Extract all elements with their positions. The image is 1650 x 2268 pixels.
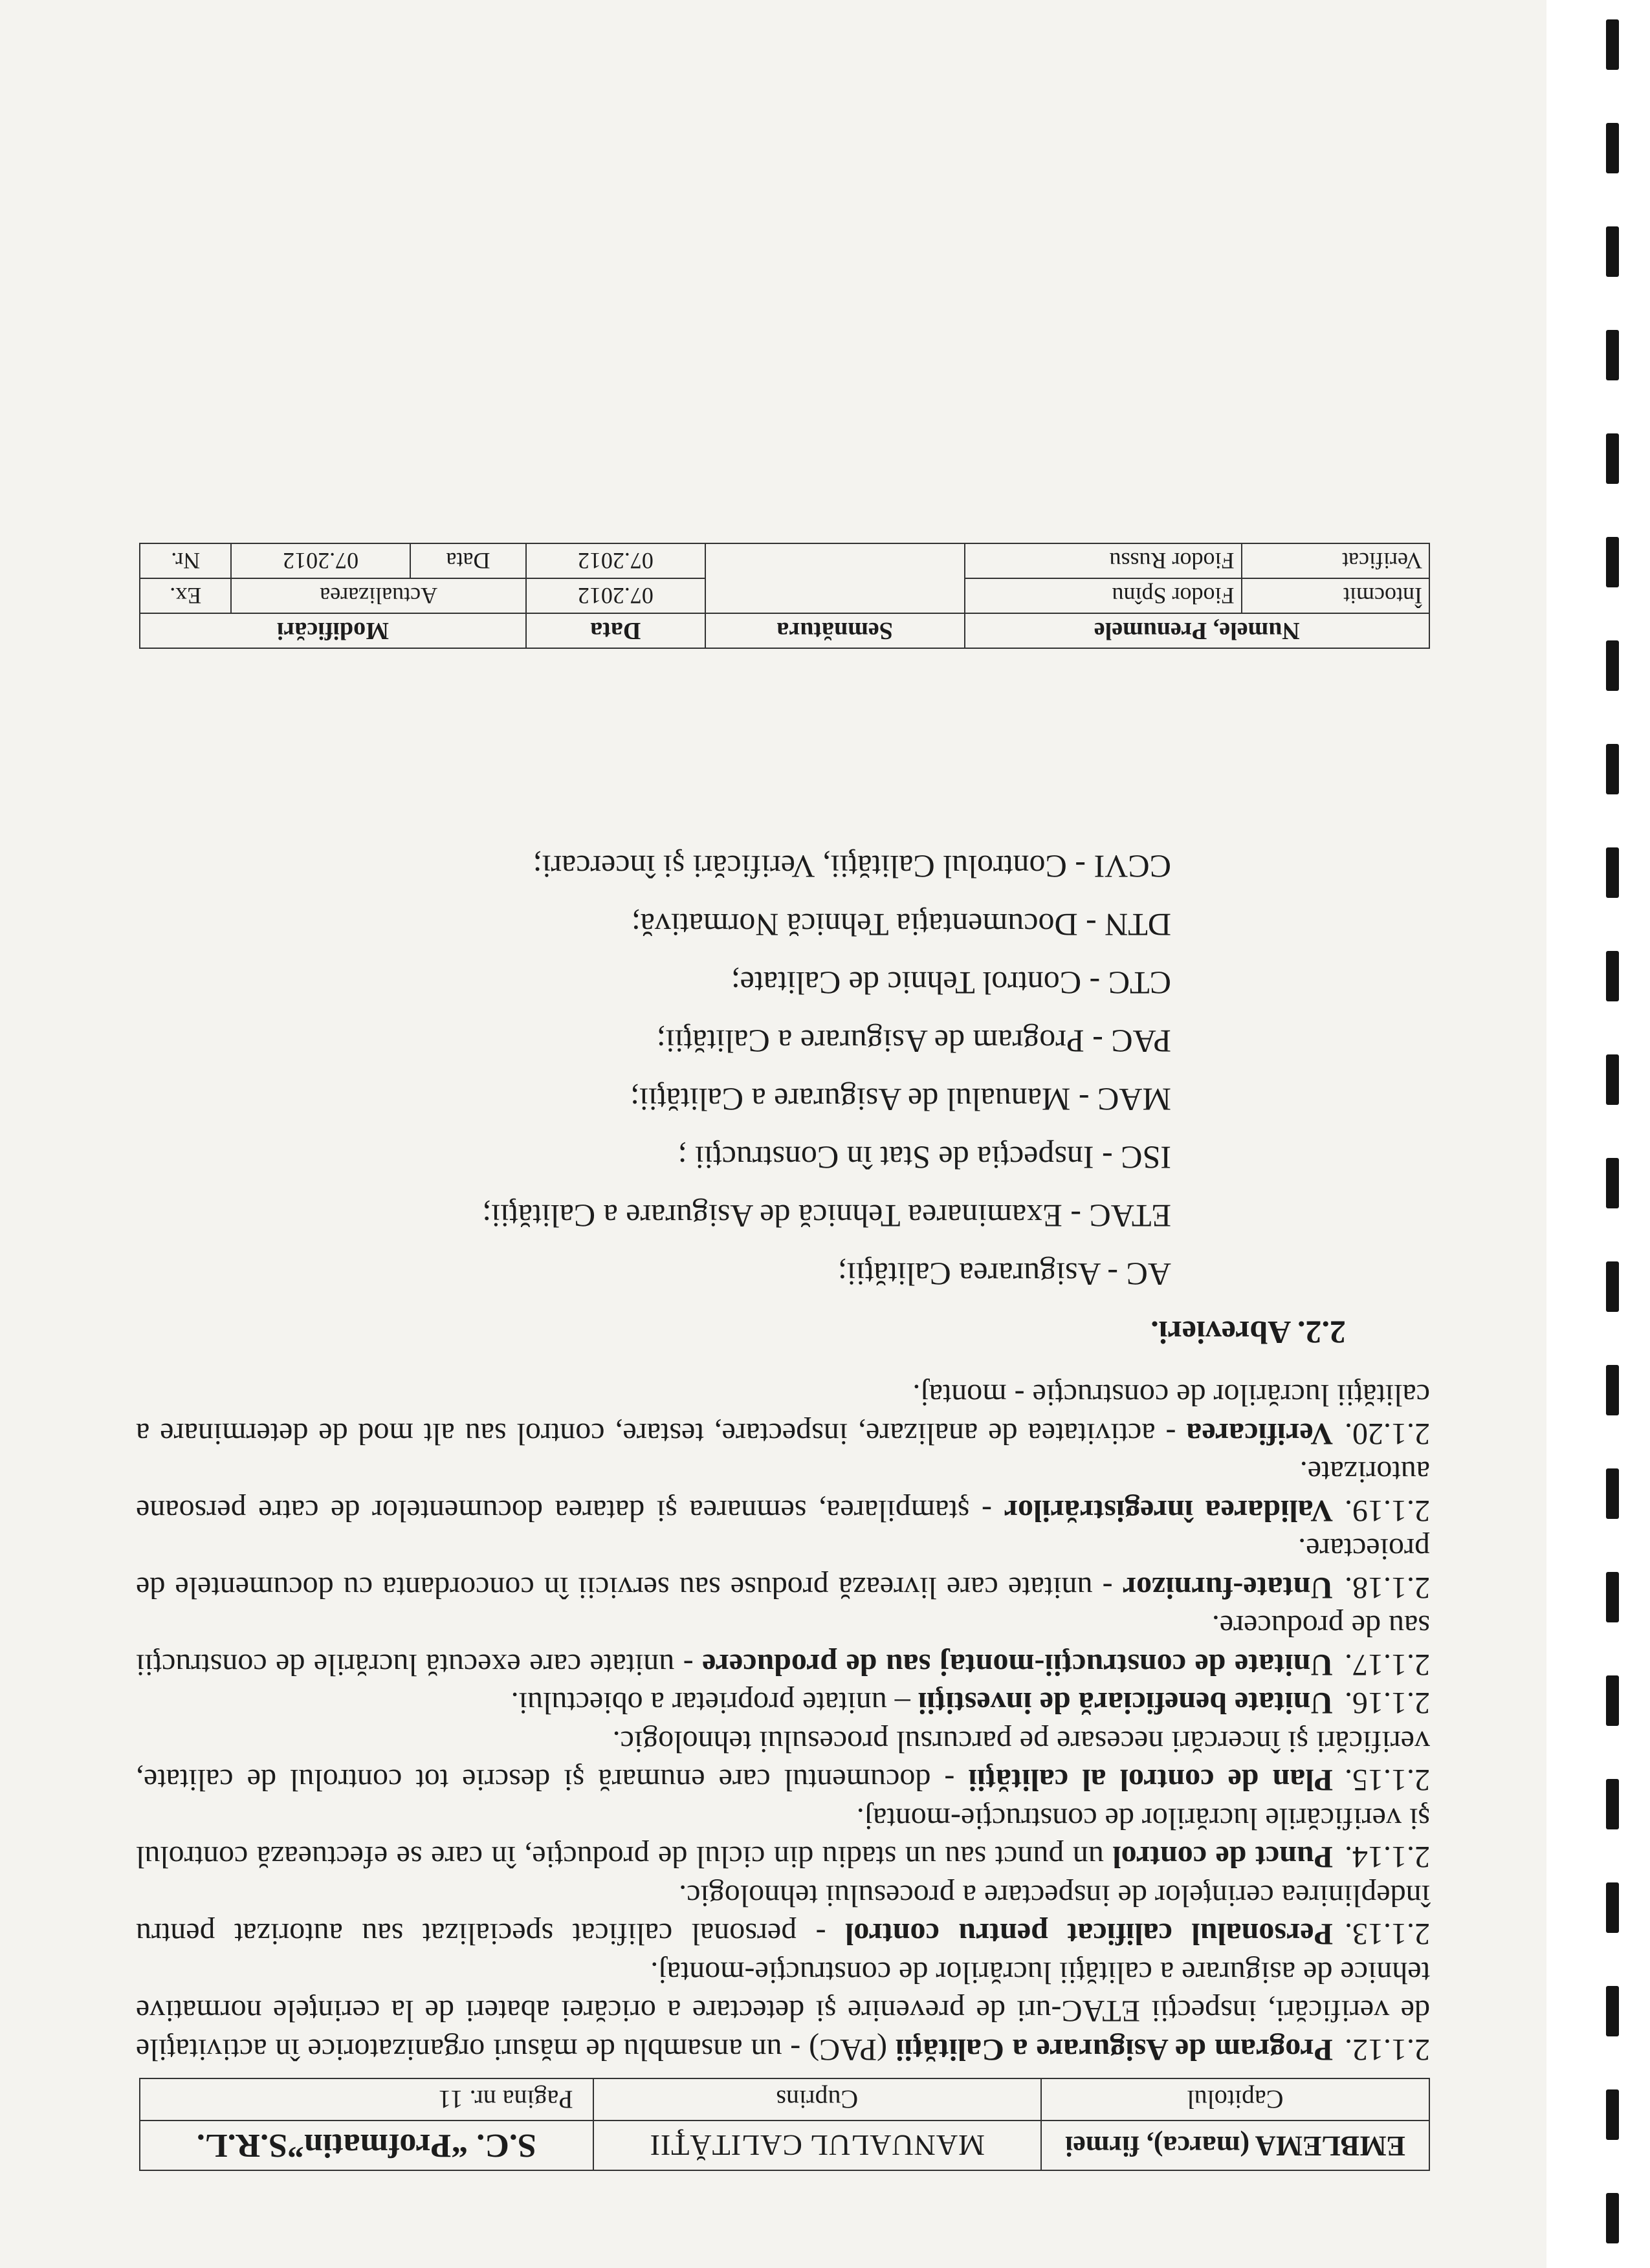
- definition-item: [136, 1607, 1430, 1684]
- abbreviation-text: Control Tehnic de Calitate;: [731, 965, 1082, 1001]
- abbreviation-code: ISC: [1121, 1139, 1171, 1176]
- definition-text: - activitatea de analizare, inspectare, testare, control sau alt mod de determinare a calităţii lucrărilor de construcţie - montaj.: [136, 1378, 1430, 1451]
- abbreviation-item: [136, 847, 1171, 887]
- definition-number: 2.1.18.: [1345, 1570, 1430, 1605]
- definition-term: Personalul calificat pentru control: [845, 1917, 1333, 1952]
- abbreviation-separator: -: [1070, 1081, 1098, 1118]
- abbreviation-separator: -: [1101, 1256, 1127, 1292]
- abbreviation-item: [136, 905, 1171, 945]
- abbreviation-text: Controlul Calităţii, Verificări şi încercari;: [533, 848, 1067, 885]
- definition-number: 2.1.13.: [1345, 1917, 1430, 1952]
- signature-header: Semnătura: [705, 613, 965, 648]
- page-footer-table: [139, 543, 1430, 649]
- contents-label: Cuprins: [593, 2078, 1041, 2121]
- abbreviation-separator: -: [1081, 965, 1108, 1001]
- name-cell: Fiodor Russu: [965, 543, 1242, 578]
- date-header: Data: [526, 613, 705, 648]
- definition-item: [136, 1722, 1430, 1799]
- definition-item: [136, 1376, 1430, 1453]
- page-header-table: [139, 2078, 1430, 2171]
- abbreviation-text: Documentaţia Tehnică Normativă;: [631, 906, 1078, 943]
- page-number: Pagina nr. 11: [140, 2078, 593, 2121]
- date-cell: 07.2012: [526, 543, 705, 578]
- abbreviation-separator: -: [1066, 848, 1094, 885]
- definitions-section: [136, 847, 1430, 2069]
- abbreviation-code: MAC: [1097, 1081, 1171, 1118]
- names-header: Numele, Prenumele: [965, 613, 1429, 648]
- abbreviation-item: [136, 1080, 1171, 1120]
- update-label: Actualizarea: [231, 578, 526, 613]
- definition-item: [136, 1453, 1430, 1530]
- signature-cell: [705, 543, 965, 613]
- abbreviation-text: Asigurarea Calităţii;: [837, 1256, 1101, 1292]
- abbreviation-code: ETAC: [1089, 1197, 1171, 1234]
- abbreviation-separator: -: [1084, 1023, 1112, 1060]
- abbreviation-code: CCVI: [1094, 848, 1171, 885]
- definition-term: Unitate beneficiară de investiţii: [918, 1686, 1333, 1721]
- definition-term: Untate-furnizor: [1122, 1570, 1333, 1605]
- abbreviation-code: CTC: [1108, 965, 1171, 1001]
- role-cell: Verificat: [1242, 543, 1429, 578]
- definition-item: [136, 1530, 1430, 1607]
- date-label: Data: [410, 543, 526, 578]
- definition-text: - documentul care enumară şi descrie tot controlul de calitate, verificări şi încercări necesare pe parcursul procesului tehnologic.: [135, 1724, 1430, 1798]
- definition-item: [136, 1953, 1430, 2069]
- abbreviation-text: Manualul de Asigurare a Calităţii;: [630, 1081, 1071, 1118]
- definition-text: - ştampilarea, semnarea şi datarea documentelor de catre persoane autorizate.: [136, 1455, 1430, 1528]
- definition-item: [136, 1684, 1430, 1723]
- definition-text: (PAC) - un ansamblu de măsuri organizatorice în activitaţile de verificări, inspecţii ETAC-uri de prevenire şi detectare a oricărei abateri de la cerinţele normative tehnice de asigurare a calităţii lucrărilor de construcţie-montaj.: [135, 1955, 1430, 2067]
- definition-text: - unitate care execută lucrările de construcţii sau de producere.: [136, 1609, 1430, 1682]
- definition-number: 2.1.19.: [1345, 1493, 1430, 1528]
- emblem-cell: EMBLEMA (marca), firmei: [1041, 2121, 1429, 2170]
- firm-name: S.C. “Profmatin”S.R.L.: [140, 2121, 593, 2170]
- abbreviation-item: [136, 963, 1171, 1003]
- definition-term: Verificarea: [1186, 1416, 1333, 1451]
- definition-number: 2.1.16.: [1345, 1686, 1430, 1721]
- definition-item: [136, 1876, 1430, 1953]
- abbreviation-code: PAC: [1111, 1023, 1171, 1060]
- definition-term: Program de Asigurare a Calităţii: [895, 2033, 1333, 2067]
- definition-text: – unitate proprietar a obiectului.: [511, 1686, 918, 1721]
- chapter-label: Capitolul: [1041, 2078, 1429, 2121]
- abbreviation-item: [136, 1196, 1171, 1236]
- role-cell: Întocmit: [1242, 578, 1429, 613]
- abbreviation-separator: -: [1062, 1197, 1090, 1234]
- definition-number: 2.1.17.: [1345, 1647, 1430, 1682]
- definition-text: - unitate care livrează produse sau servicii în concordanta cu documentele de proiectare.: [136, 1532, 1430, 1605]
- abbreviations-heading: 2.2. Abrevieri.: [1150, 1314, 1346, 1351]
- abbreviation-text: Program de Asigurare a Calităţii;: [656, 1023, 1084, 1060]
- definition-term: Validarea înregistrărilor: [1004, 1493, 1333, 1528]
- changes-header: Modificări: [140, 613, 526, 648]
- abbreviation-text: Inspecţia de Stat în Construcţii ;: [677, 1139, 1094, 1176]
- abbreviation-code: DTN: [1105, 906, 1171, 943]
- definition-text: - personal calificat specializat sau autorizat pentru îndeplinirea cerinţelor de inspectare a procesului tehnologic.: [135, 1878, 1430, 1952]
- definition-number: 2.1.15.: [1345, 1763, 1430, 1798]
- date-cell: 07.2012: [526, 578, 705, 613]
- definition-item: [136, 1799, 1430, 1876]
- abbreviation-separator: -: [1077, 906, 1105, 943]
- name-cell: Fiodor Spînu: [965, 578, 1242, 613]
- abbreviation-separator: -: [1094, 1139, 1121, 1176]
- abbreviation-text: Examinarea Tehnică de Asigurare a Calităţii;: [482, 1197, 1062, 1234]
- date-value: 07.2012: [231, 543, 410, 578]
- definition-number: 2.1.20.: [1345, 1416, 1430, 1451]
- copy-label: Ex.: [140, 578, 231, 613]
- manual-title: MANUALUL CALITĂŢII: [593, 2121, 1041, 2170]
- abbreviation-item: [136, 1254, 1171, 1294]
- definition-term: Unitate de construcţii-montaj sau de producere: [702, 1647, 1333, 1682]
- abbreviation-code: AC: [1126, 1256, 1171, 1292]
- definition-term: Punct de control: [1112, 1840, 1333, 1875]
- abbreviation-item: [136, 1138, 1171, 1178]
- definition-term: Plan de control al calităţii: [968, 1763, 1333, 1798]
- abbreviation-item: [136, 1021, 1171, 1062]
- definition-number: 2.1.14.: [1345, 1840, 1430, 1875]
- definition-number: 2.1.12.: [1345, 2033, 1430, 2067]
- number-label: Nr.: [140, 543, 231, 578]
- definition-text: un punct sau un stadiu din ciclul de producţie, în care se efectuează controlul şi verificările lucrărilor de construcţie-montaj.: [136, 1801, 1430, 1875]
